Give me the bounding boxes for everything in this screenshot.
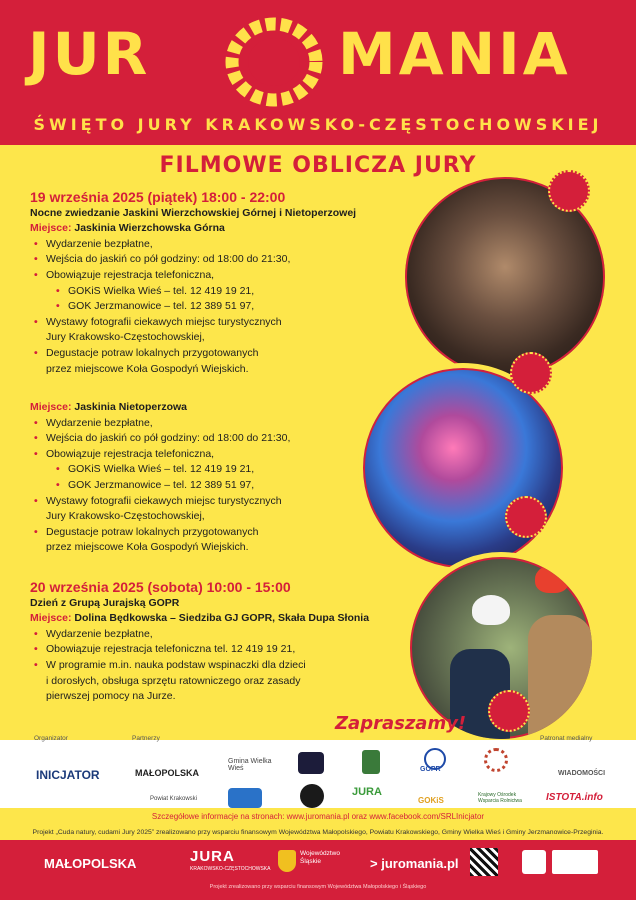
- place-name: Dolina Będkowska – Siedziba GJ GOPR, Skała Dupa Słonia: [74, 612, 370, 625]
- emblem-icon: [552, 850, 598, 874]
- list-item: • Wydarzenie bezpłatne,: [30, 237, 410, 253]
- event-day2: [30, 580, 410, 705]
- white-helmet-icon: [472, 595, 510, 625]
- list-item: • GOK Jerzmanowice – tel. 12 389 51 97,: [30, 299, 410, 315]
- list-item: przez miejscowe Koła Gospodyń Wiejskich.: [46, 362, 249, 375]
- jura-footer-logo: JURA: [190, 848, 235, 865]
- list-item: • Obowiązuje rejestracja telefoniczna,: [30, 268, 410, 284]
- malopolska-footer-logo: MAŁOPOLSKA: [44, 856, 137, 871]
- list-item: • GOKiS Wielka Wieś – tel. 12 419 19 21,: [30, 462, 360, 478]
- event-date: 19 września 2025 (piątek) 18:00 - 22:00: [30, 189, 286, 205]
- place-name: Jaskinia Nietoperzowa: [74, 401, 187, 413]
- list-item: i dorosłych, obsługa sprzętu ratowniczego oraz zasady: [46, 674, 301, 687]
- place-line: [30, 221, 410, 237]
- list-item: Jury Krakowsko-Częstochowskiej,: [46, 510, 205, 523]
- badge-icon: [505, 496, 547, 538]
- site-url[interactable]: juromania.pl: [381, 856, 459, 871]
- jura-logo: JURA: [352, 786, 382, 798]
- place-label: Miejsce:: [30, 612, 72, 625]
- list-item: • GOKiS Wielka Wieś – tel. 12 419 19 21,: [30, 284, 410, 300]
- title-mania: MANIA: [338, 20, 571, 88]
- event-day1: [30, 190, 410, 377]
- list-item: • Obowiązuje rejestracja telefoniczna tel. 12 419 19 21,: [30, 642, 410, 658]
- details-list: [30, 627, 410, 705]
- wiadomosci-logo: WIADOMOŚCI: [558, 770, 606, 777]
- details-list: [30, 237, 410, 377]
- slaskie-logo: Województwo Śląskie: [300, 850, 340, 865]
- list-item: • W programie m.in. nauka podstaw wspinaczki dla dzieci: [30, 658, 410, 674]
- list-item: przez miejscowe Koła Gospodyń Wiejskich.: [46, 541, 249, 554]
- coat-of-arms-icon: [278, 850, 296, 872]
- organizer-label: Organizator: [34, 735, 68, 742]
- gokis-logo: GOKiS: [418, 796, 444, 805]
- powiat-logo: Powiat Krakowski: [150, 796, 198, 802]
- list-item: • Wydarzenie bezpłatne,: [30, 416, 360, 432]
- title-jur: JUR: [28, 20, 151, 88]
- media-label: Patronat medialny: [540, 735, 593, 742]
- partner-emblem-icon: [300, 784, 324, 808]
- event-title: Dzień z Grupą Jurajską GOPR: [30, 596, 180, 609]
- place-label: Miejsce:: [30, 401, 72, 413]
- inicjator-logo: INICJATOR: [36, 768, 100, 782]
- footnote: Projekt zrealizowano przy wsparciu finansowym Województwa Małopolskiego i Śląskiego: [209, 884, 427, 890]
- footer-band: [0, 840, 636, 900]
- list-item: • Wystawy fotografii ciekawych miejsc turystycznych: [30, 315, 410, 331]
- place-line: [30, 611, 410, 627]
- gopr-logo: GOPR: [420, 766, 441, 773]
- sponsors-strip: [0, 735, 636, 815]
- partners-label: Partnerzy: [132, 735, 160, 742]
- badge-icon: [548, 170, 590, 212]
- list-item: • Wejścia do jaskiń co pół godziny: od 18:00 do 21:30,: [30, 252, 410, 268]
- place-line: [30, 400, 360, 416]
- emblem-icon: [298, 752, 324, 774]
- list-item: pierwszej pomocy na Jurze.: [46, 690, 176, 703]
- theme-heading: FILMOWE OBLICZA JURY: [159, 153, 477, 178]
- jura-footer-sub: KRAKOWSKO-CZĘSTOCHOWSKA: [190, 866, 271, 872]
- juromania-link[interactable]: > juromania.pl: [370, 856, 459, 871]
- istota-logo: ISTOTA.info: [546, 792, 603, 803]
- wreath-icon: [484, 748, 508, 772]
- badge-icon: [510, 352, 552, 394]
- list-item: • Degustacje potraw lokalnych przygotowanych: [30, 346, 410, 362]
- emblem-icon: [362, 750, 380, 774]
- event-day1-place2: [30, 400, 360, 556]
- gmina-logo: Gmina Wielka Wieś: [228, 758, 272, 772]
- kodr-logo: Krajowy Ośrodek Wsparcia Rolnictwa: [478, 792, 522, 804]
- list-item: • Obowiązuje rejestracja telefoniczna,: [30, 447, 360, 463]
- partner-emblem-icon: [228, 788, 262, 808]
- list-item: • Wystawy fotografii ciekawych miejsc turystycznych: [30, 494, 360, 510]
- climber-figure: [528, 615, 592, 739]
- list-item: Jury Krakowsko-Częstochowskiej,: [46, 331, 205, 344]
- list-item: • Wejścia do jaskiń co pół godziny: od 18:00 do 21:30,: [30, 431, 360, 447]
- place-label: Miejsce:: [30, 222, 72, 235]
- details-list: [30, 416, 360, 556]
- malopolska-logo: MAŁOPOLSKA: [135, 768, 199, 778]
- subtitle: ŚWIĘTO JURY KRAKOWSKO-CZĘSTOCHOWSKIEJ: [33, 115, 603, 134]
- event-title: Nocne zwiedzanie Jaskini Wierzchowskiej Górnej i Nietoperzowej: [30, 206, 357, 219]
- badge-icon: [488, 690, 530, 732]
- project-line: Projekt „Cuda natury, cudami Jury 2025” zrealizowano przy wsparciu finansowym Województwa Małopolskiego, Powiatu Krakowskiego, Gminy Wielka Wieś i Gminy Jerzmanowice-Przeginia.: [0, 826, 636, 840]
- red-helmet-icon: [535, 565, 569, 593]
- ring-logo-icon: [214, 12, 334, 108]
- place-name: Jaskinia Wierzchowska Górna: [74, 222, 225, 235]
- list-item: • Wydarzenie bezpłatne,: [30, 627, 410, 643]
- invite-text: Zapraszamy!: [335, 713, 467, 734]
- list-item: • GOK Jerzmanowice – tel. 12 389 51 97,: [30, 478, 360, 494]
- emblem-icon: [522, 850, 546, 874]
- info-line: Szczegółowe informacje na stronach: www.juromania.pl oraz www.facebook.com/SRLInicjator: [0, 808, 636, 826]
- list-item: • Degustacje potraw lokalnych przygotowanych: [30, 525, 360, 541]
- cave-photo-nietoperzowa: [358, 363, 568, 573]
- qr-code-icon: [470, 848, 498, 876]
- gopr-cross-icon: [424, 748, 446, 770]
- event-date: 20 września 2025 (sobota) 10:00 - 15:00: [30, 579, 291, 595]
